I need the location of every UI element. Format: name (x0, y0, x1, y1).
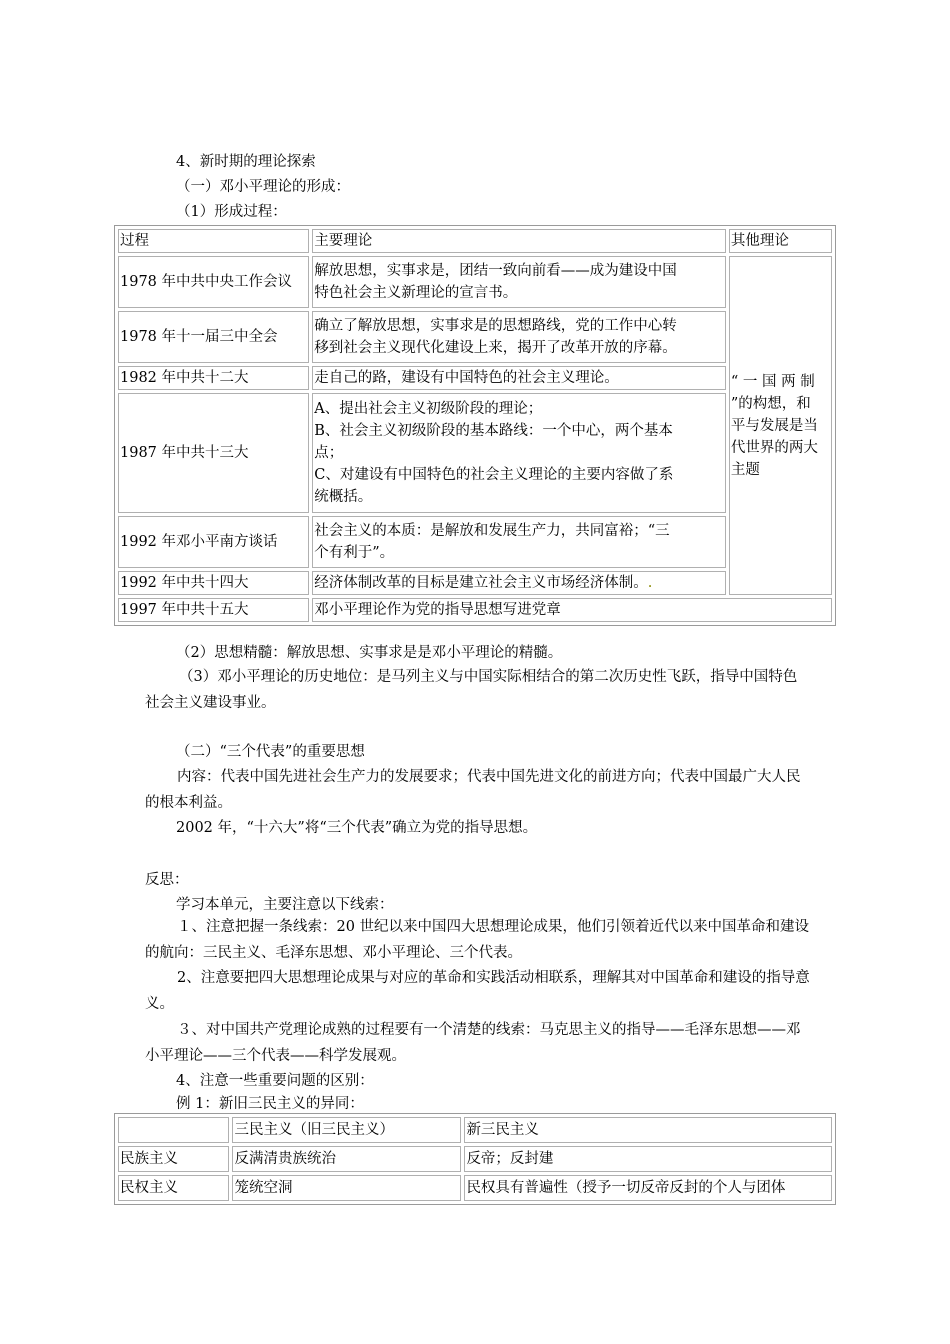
header-empty (118, 1117, 229, 1143)
formation-process-table (114, 225, 836, 626)
table-row (118, 393, 832, 513)
header-old-principles: 三民主义（旧三民主义） (232, 1117, 461, 1143)
table-row (118, 1146, 832, 1172)
row-theory: 走自己的路，建设有中国特色的社会主义理论。 (312, 366, 726, 390)
table-row (118, 1175, 832, 1201)
row-theory: 经济体制改革的目标是建立社会主义市场经济体制。. (312, 571, 726, 595)
row-old: 笼统空洞 (232, 1175, 461, 1201)
reflection-2: 2、注意要把四大思想理论成果与对应的革命和实践活动相联系，理解其对中国革命和建设的指导意义。 (145, 970, 810, 1012)
sub1-3: （3）邓小平理论的历史地位：是马列主义与中国实际相结合的第二次历史性飞跃，指导中国特色社会主义建设事业。 (145, 669, 798, 711)
row-new: 民权具有普遍性（授予一切反帝反封的个人与团体 (464, 1175, 832, 1201)
table-row (118, 256, 832, 308)
sub1-2: （2）思想精髓：解放思想、实事求是是邓小平理论的精髓。 (176, 645, 563, 661)
table-row (118, 598, 832, 622)
row-theory: 社会主义的本质：是解放和发展生产力，共同富裕；“三 个有利于”。 (312, 516, 726, 568)
row-process: 1987 年中共十三大 (118, 393, 309, 513)
row-theory: 确立了解放思想，实事求是的思想路线，党的工作中心转 移到社会主义现代化建设上来，揭开了改革开放的序幕。 (312, 311, 726, 363)
sub1-1-title: （1）形成过程： (176, 204, 287, 220)
table-row (118, 311, 832, 363)
row-new: 反帝；反封建 (464, 1146, 832, 1172)
table-header-row (118, 1117, 832, 1143)
example1-title: 例 1：新旧三民主义的异同： (176, 1096, 364, 1112)
header-process: 过程 (118, 229, 309, 253)
table-row (118, 366, 832, 390)
reflection-intro: 学习本单元，主要注意以下线索： (176, 897, 394, 913)
row-theory: 邓小平理论作为党的指导思想写进党章 (312, 598, 832, 622)
sub2-content: 内容：代表中国先进社会生产力的发展要求；代表中国先进文化的前进方向；代表中国最广大人民的根本利益。 (145, 769, 801, 811)
table-row (118, 571, 832, 595)
reflection-1: １、注意把握一条线索：20 世纪以来中国四大思想理论成果，他们引领着近代以来中国革命和建设的航向：三民主义、毛泽东思想、邓小平理论、三个代表。 (145, 919, 810, 961)
row-label: 民权主义 (118, 1175, 229, 1201)
reflection-3: ３、对中国共产党理论成熟的过程要有一个清楚的线索：马克思主义的指导——毛泽东思想——邓小平理论——三个代表——科学发展观。 (145, 1022, 801, 1064)
row-process: 1982 年中共十二大 (118, 366, 309, 390)
table-header-row (118, 229, 832, 253)
row-theory: 解放思想，实事求是，团结一致向前看——成为建设中国 特色社会主义新理论的宣言书。 (312, 256, 726, 308)
header-main-theory: 主要理论 (312, 229, 726, 253)
sub1-title: （一）邓小平理论的形成： (176, 179, 350, 195)
reflection-title: 反思： (145, 872, 189, 888)
other-theory-cell: “ 一 国 两 制 ”的构想，和 平与发展是当 代世界的两大 主题 (729, 256, 832, 595)
row-process: 1978 年十一届三中全会 (118, 311, 309, 363)
header-other-theory: 其他理论 (729, 229, 832, 253)
row-old: 反满清贵族统治 (232, 1146, 461, 1172)
row-label: 民族主义 (118, 1146, 229, 1172)
sub2-title: （二）“三个代表”的重要思想 (176, 744, 365, 760)
row-process: 1997 年中共十五大 (118, 598, 309, 622)
row-process: 1978 年中共中央工作会议 (118, 256, 309, 308)
section4-title: 4、新时期的理论探索 (176, 154, 316, 170)
sub2-2002: 2002 年，“十六大”将“三个代表”确立为党的指导思想。 (176, 820, 538, 836)
reflection-4: 4、注意一些重要问题的区别： (176, 1073, 374, 1089)
table-row (118, 516, 832, 568)
row-process: 1992 年中共十四大 (118, 571, 309, 595)
row-process: 1992 年邓小平南方谈话 (118, 516, 309, 568)
stray-dot: . (647, 575, 653, 591)
header-new-principles: 新三民主义 (464, 1117, 832, 1143)
row-theory: A、提出社会主义初级阶段的理论； B、社会主义初级阶段的基本路线：一个中心，两个基本 点； C、对建设有中国特色的社会主义理论的主要内容做了系 统概括。 (312, 393, 726, 513)
three-principles-table (114, 1113, 836, 1205)
